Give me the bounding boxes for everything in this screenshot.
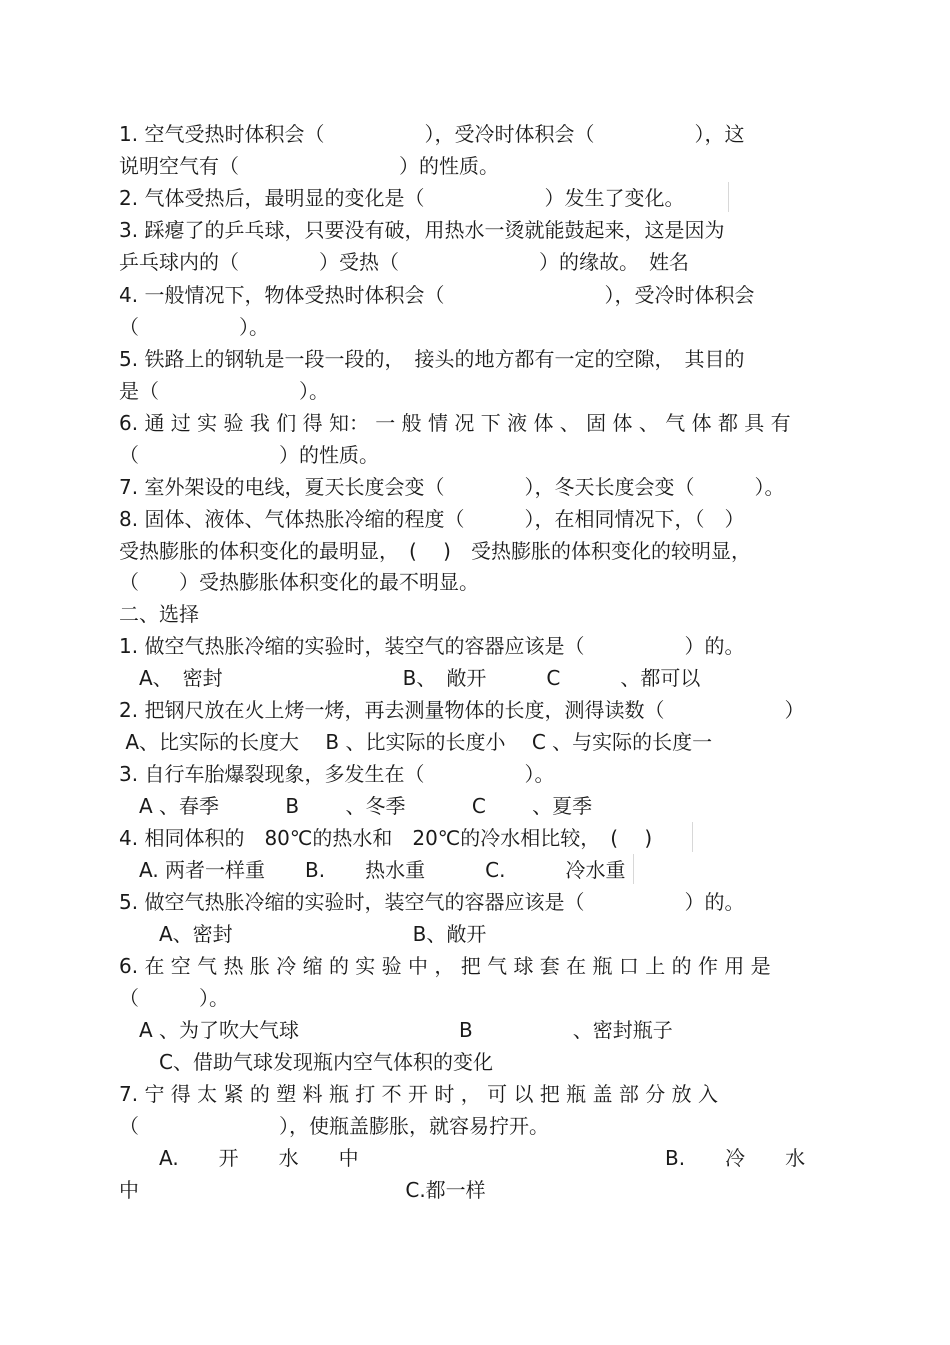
text-line: A、比实际的长度大 B 、比实际的长度小 C 、与实际的长度一 (119, 730, 713, 754)
text-line: 3. 踩瘪了的乒乓球，只要没有破，用热水一烫就能鼓起来，这是因为 (119, 218, 725, 242)
text-line: （ ）受热膨胀体积变化的最不明显。 (119, 570, 479, 594)
text-line: 中 C.都一样 (119, 1178, 486, 1202)
text-line: 1. 做空气热胀冷缩的实验时，装空气的容器应该是（ ）的。 (119, 634, 745, 658)
text-line: 是（ ）。 (119, 379, 329, 403)
text-line: 2. 气体受热后，最明显的变化是（ ）发生了变化。 (119, 186, 685, 210)
text-line: A. 两者一样重 B. 热水重 C. 冷水重 (119, 858, 626, 882)
text-line: A 、春季 B 、冬季 C 、夏季 (119, 794, 593, 818)
text-line: A. 开 水 中 B. 冷 水 (119, 1146, 806, 1170)
text-line: （ ）。 (119, 315, 269, 339)
scan-artifact-line (692, 822, 693, 852)
text-line: 7. 室外架设的电线，夏天长度会变（ ），冬天长度会变（ ）。 (119, 475, 785, 499)
text-line: 1. 空气受热时体积会（ ），受冷时体积会（ ），这 (119, 122, 745, 146)
text-line: 7. 宁 得 太 紧 的 塑 料 瓶 打 不 开 时 ， 可 以 把 瓶 盖 部 分 放 入 (119, 1082, 718, 1106)
text-line: A 、为了吹大气球 B 、密封瓶子 (119, 1018, 673, 1042)
text-line: 8. 固体、液体、气体热胀冷缩的程度（ ），在相同情况下，（ ） (119, 507, 745, 531)
text-line: A、密封 B、敞开 (119, 922, 487, 946)
scan-artifact-line (633, 854, 634, 884)
text-line: （ ）的性质。 (119, 443, 379, 467)
text-line: （ ）。 (119, 986, 229, 1010)
text-line: C、借助气球发现瓶内空气体积的变化 (119, 1050, 493, 1074)
text-line: 5. 铁路上的钢轨是一段一段的， 接头的地方都有一定的空隙， 其目的 (119, 347, 745, 371)
text-line: 4. 相同体积的 80℃的热水和 20℃的冷水相比较， ( ) (119, 826, 653, 850)
text-line: 5. 做空气热胀冷缩的实验时，装空气的容器应该是（ ）的。 (119, 890, 745, 914)
scan-artifact-line (728, 182, 729, 212)
text-line: 乒乓球内的（ ）受热（ ）的缘故。 姓名 (119, 250, 689, 274)
text-line: A、 密封 B、 敞开 C 、都可以 (119, 666, 701, 690)
text-line: （ ），使瓶盖膨胀，就容易拧开。 (119, 1114, 549, 1138)
text-line: 受热膨胀的体积变化的最明显， ( ) 受热膨胀的体积变化的较明显， (119, 539, 751, 563)
text-line: 3. 自行车胎爆裂现象，多发生在（ ）。 (119, 762, 555, 786)
text-line: 4. 一般情况下，物体受热时体积会（ ），受冷时体积会 (119, 283, 755, 307)
text-line: 6. 在 空 气 热 胀 冷 缩 的 实 验 中 ， 把 气 球 套 在 瓶 口 上 的 作 用 是 (119, 954, 771, 978)
section-heading: 二、选择 (119, 602, 199, 626)
text-line: 说明空气有（ ）的性质。 (119, 154, 499, 178)
text-line: 6. 通 过 实 验 我 们 得 知： 一 般 情 况 下 液 体 、 固 体 、 气 体 都 具 有 (119, 411, 791, 435)
text-line: 2. 把钢尺放在火上烤一烤，再去测量物体的长度，测得读数（ ） (119, 698, 805, 722)
